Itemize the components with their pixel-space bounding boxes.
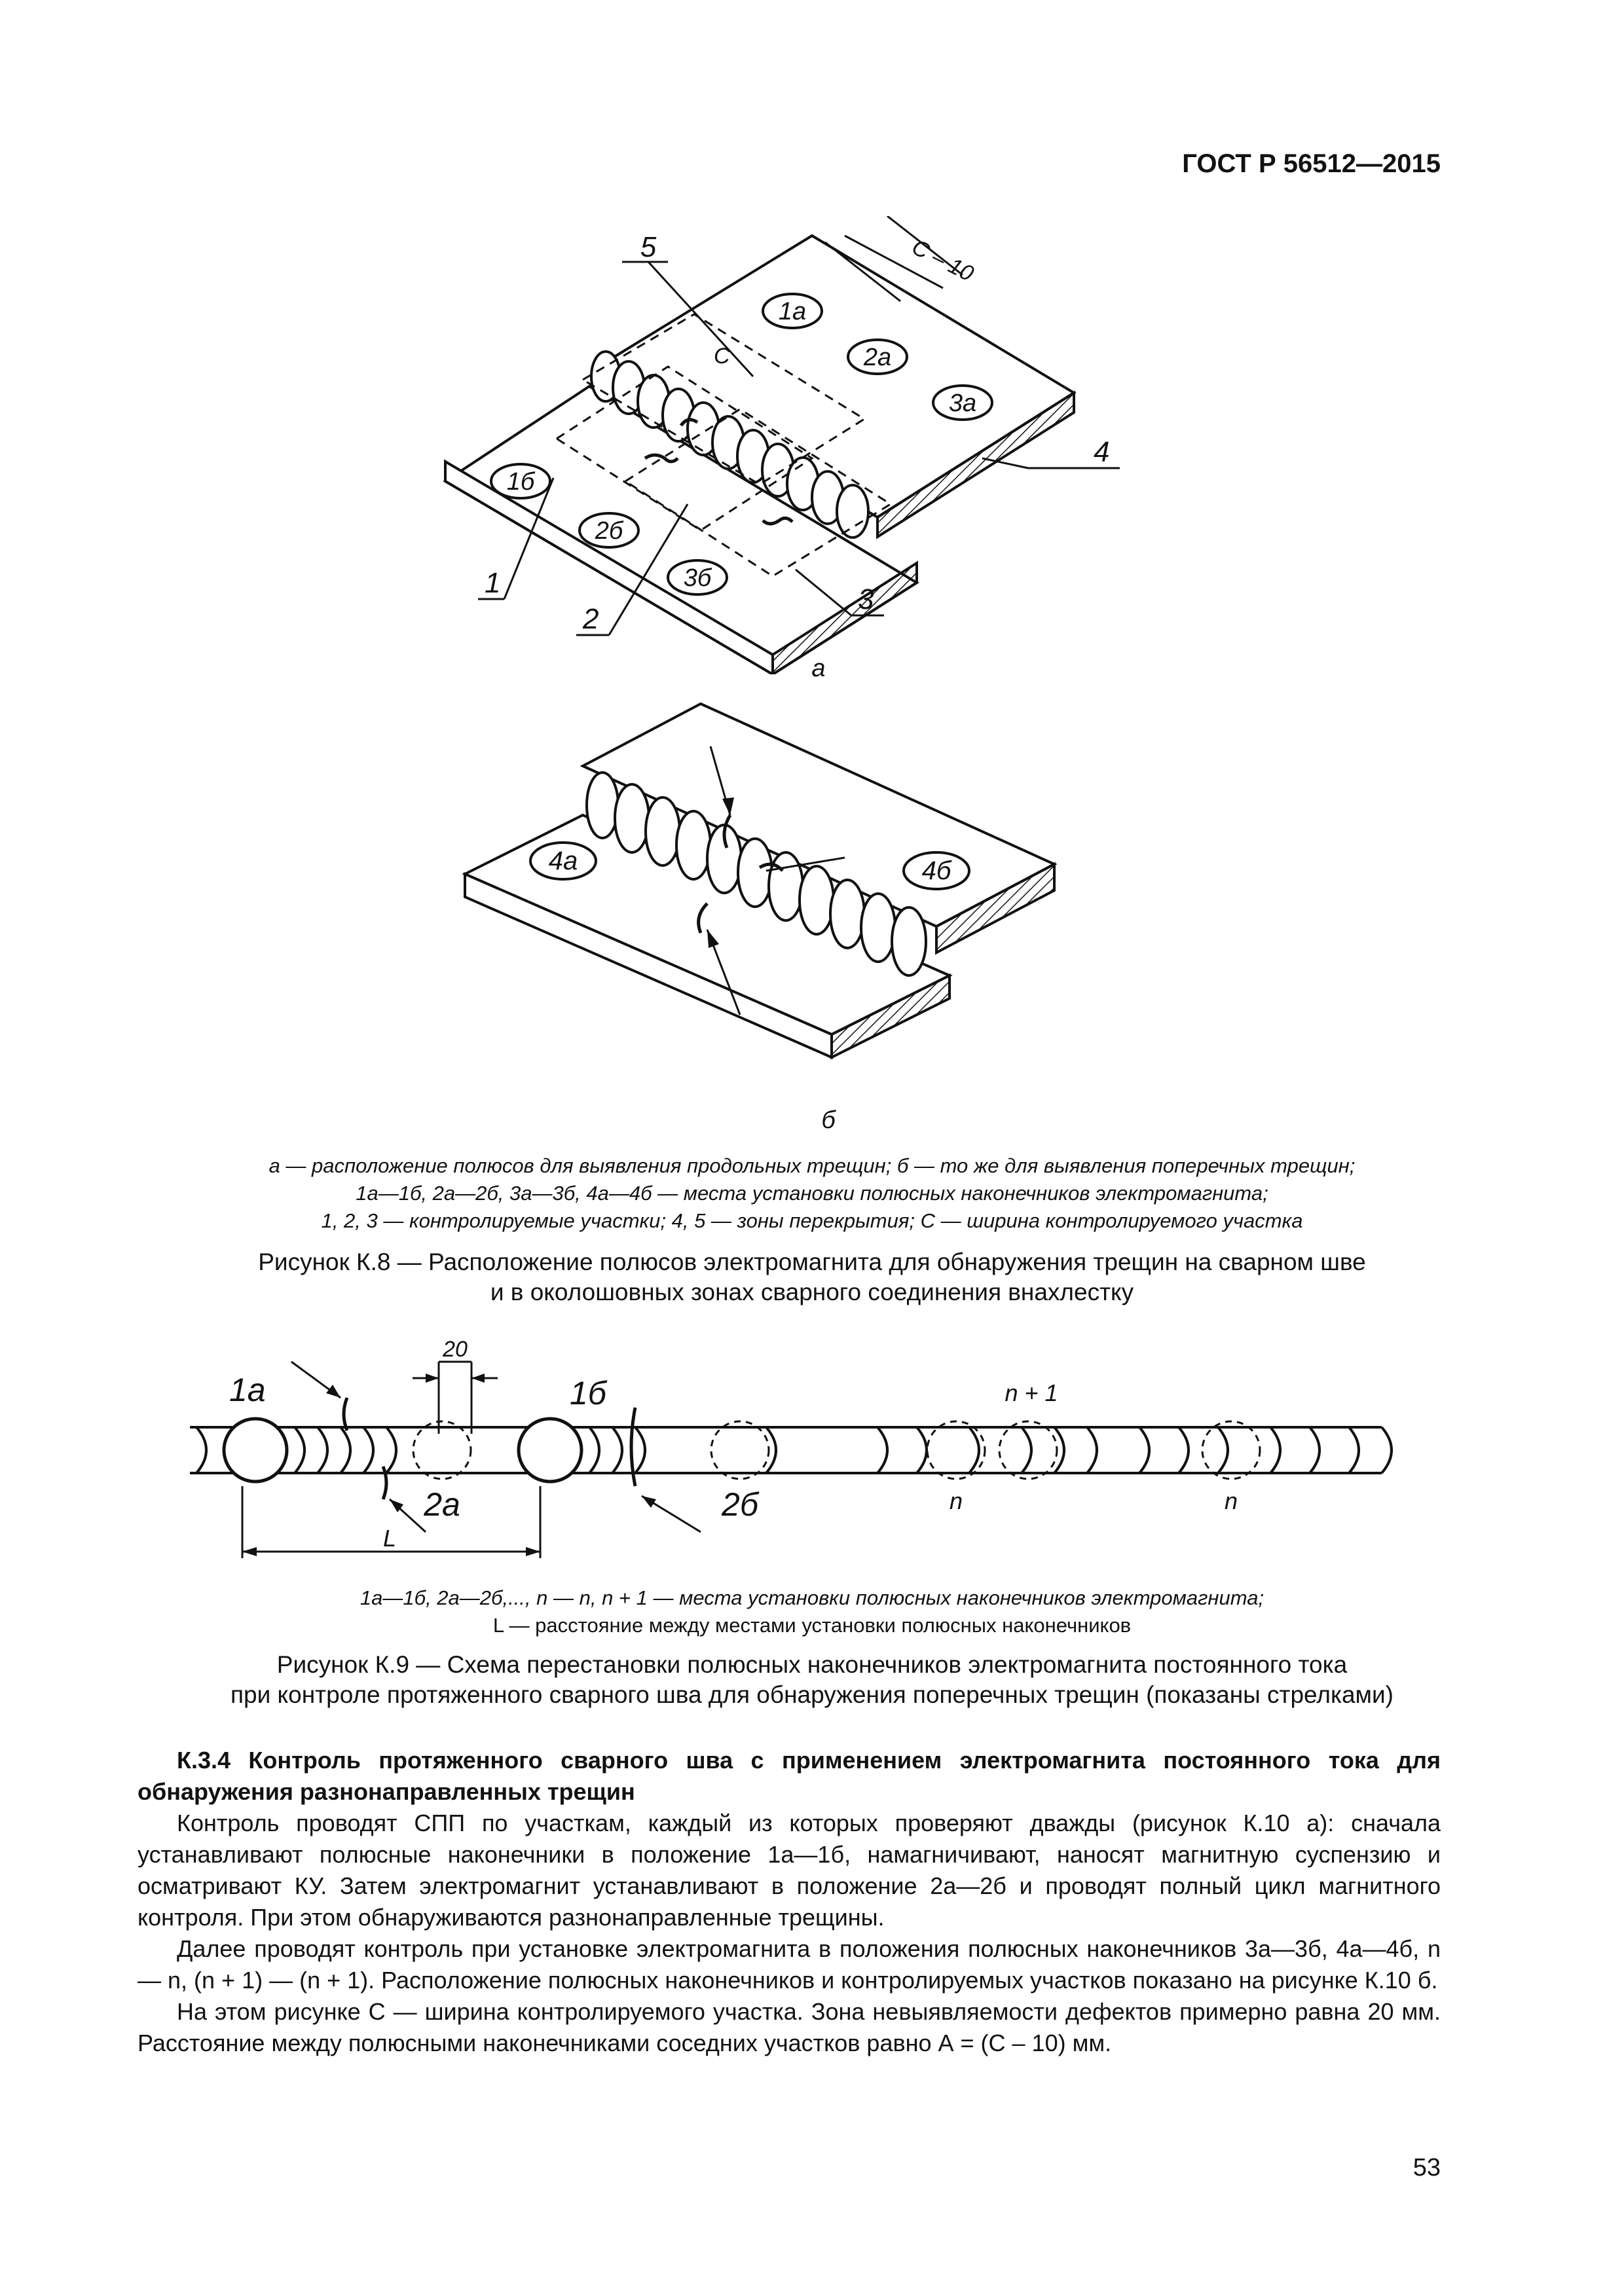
figure-k9-legend xyxy=(131,1584,1493,1639)
label-1b: 1б xyxy=(506,468,535,496)
dim-c: С xyxy=(714,344,730,369)
k9-legend-line2: L — расстояние между местами установки полюсных наконечников xyxy=(492,1614,1132,1637)
pole-n-left xyxy=(927,1421,985,1479)
k9-caption-line2: при контроле протяженного сварного шва для обнаружения поперечных трещин (показаны стрелками) xyxy=(231,1681,1393,1708)
paragraph-2: Далее проводят контроль при установке электромагнита в положения полюсных наконечников 3а—3б, 4а—4б, n — n, (n + 1) — (n + 1). Расположение полюсных наконечников и контролируемых участков показано на рисунке К.10 б. xyxy=(138,1935,1441,1994)
subfigure-b-label: б xyxy=(821,1106,836,1134)
label-2b: 2б xyxy=(595,517,623,545)
k8-caption-line1: Рисунок К.8 — Расположение полюсов электромагнита для обнаружения трещин на сварном шве xyxy=(258,1248,1366,1275)
label-n-plus-1: n + 1 xyxy=(1005,1379,1058,1406)
callout-3: 3 xyxy=(858,583,874,615)
dim-c10: С – 10 xyxy=(908,234,978,287)
label-1a: 1а xyxy=(229,1372,266,1408)
k8-legend-line2: 1а—1б, 2а—2б, 3а—3б, 4а—4б — места установки полюсных наконечников электромагнита; xyxy=(356,1182,1268,1205)
pole-2a xyxy=(413,1421,471,1479)
k8-legend-line3: 1, 2, 3 — контролируемые участки; 4, 5 — зоны перекрытия; С — ширина контролируемого участка xyxy=(321,1209,1303,1232)
label-1a: 1а xyxy=(778,298,807,325)
section-k34 xyxy=(138,1745,1441,2059)
figure-k8-caption xyxy=(131,1247,1493,1307)
figure-k8b-drawing xyxy=(452,701,1074,1093)
label-2a: 2а xyxy=(863,344,892,371)
callout-1: 1 xyxy=(485,567,501,599)
subfigure-a-label: а xyxy=(811,655,826,682)
pole-n-right xyxy=(1202,1421,1260,1479)
figure-k9-caption xyxy=(131,1650,1493,1710)
k9-legend-line1: 1а—1б, 2а—2б,..., n — n, n + 1 — места установки полюсных наконечников электромагнита; xyxy=(360,1586,1264,1609)
callout-5: 5 xyxy=(640,231,657,263)
figure-k8a-drawing xyxy=(406,216,1192,674)
callout-4: 4 xyxy=(1094,436,1110,468)
standard-number: ГОСТ Р 56512—2015 xyxy=(1182,149,1441,178)
section-heading: К.3.4 Контроль протяженного сварного шва с применением электромагнита постоянного тока для обнаружения разнонаправленных трещин xyxy=(138,1747,1441,1805)
pole-2b xyxy=(711,1421,769,1479)
k8-caption-line2: и в околошовных зонах сварного соединения внахлестку xyxy=(490,1279,1134,1305)
label-n-right: n xyxy=(1224,1487,1238,1514)
paragraph-1: Контроль проводят СПП по участкам, каждый из которых проверяют дважды (рисунок К.10 а): сначала устанавливают полюсные наконечники в положение 1а—1б, намагничивают, наносят магнитную суспензию и осматривают КУ. Затем электромагнит устанавливают в положение 2а—2б и проводят полный цикл магнитного контроля. При этом обнаруживаются разнонаправленные трещины. xyxy=(138,1810,1441,1931)
figure-k8-legend xyxy=(131,1152,1493,1235)
figure-k9-drawing xyxy=(183,1336,1428,1565)
label-2a: 2а xyxy=(424,1486,460,1523)
k9-caption-line1: Рисунок К.9 — Схема перестановки полюсных наконечников электромагнита постоянного тока xyxy=(276,1651,1348,1678)
label-2b: 2б xyxy=(722,1486,758,1523)
label-n-left: n xyxy=(949,1487,963,1514)
label-3b: 3б xyxy=(683,564,712,592)
label-4a: 4а xyxy=(548,847,578,875)
page-number: 53 xyxy=(1412,2154,1441,2181)
dim-L: L xyxy=(382,1525,397,1552)
pole-1b xyxy=(519,1419,581,1482)
pole-n1-left xyxy=(999,1421,1057,1479)
label-1b: 1б xyxy=(570,1375,606,1412)
paragraph-3: На этом рисунке С — ширина контролируемого участка. Зона невыявляемости дефектов примерно равна 20 мм. Расстояние между полюсными наконечниками соседних участков равно А = (С – 10) мм. xyxy=(138,1998,1441,2056)
callout-2: 2 xyxy=(583,603,599,635)
label-3a: 3а xyxy=(948,390,977,417)
dim-20: 20 xyxy=(443,1337,468,1362)
label-4b: 4б xyxy=(921,856,951,885)
k8-legend-line1: а — расположение полюсов для выявления продольных трещин; б — то же для выявления поперечных трещин; xyxy=(268,1154,1356,1177)
weld-seam xyxy=(196,1427,1392,1473)
pole-1a xyxy=(224,1419,287,1482)
